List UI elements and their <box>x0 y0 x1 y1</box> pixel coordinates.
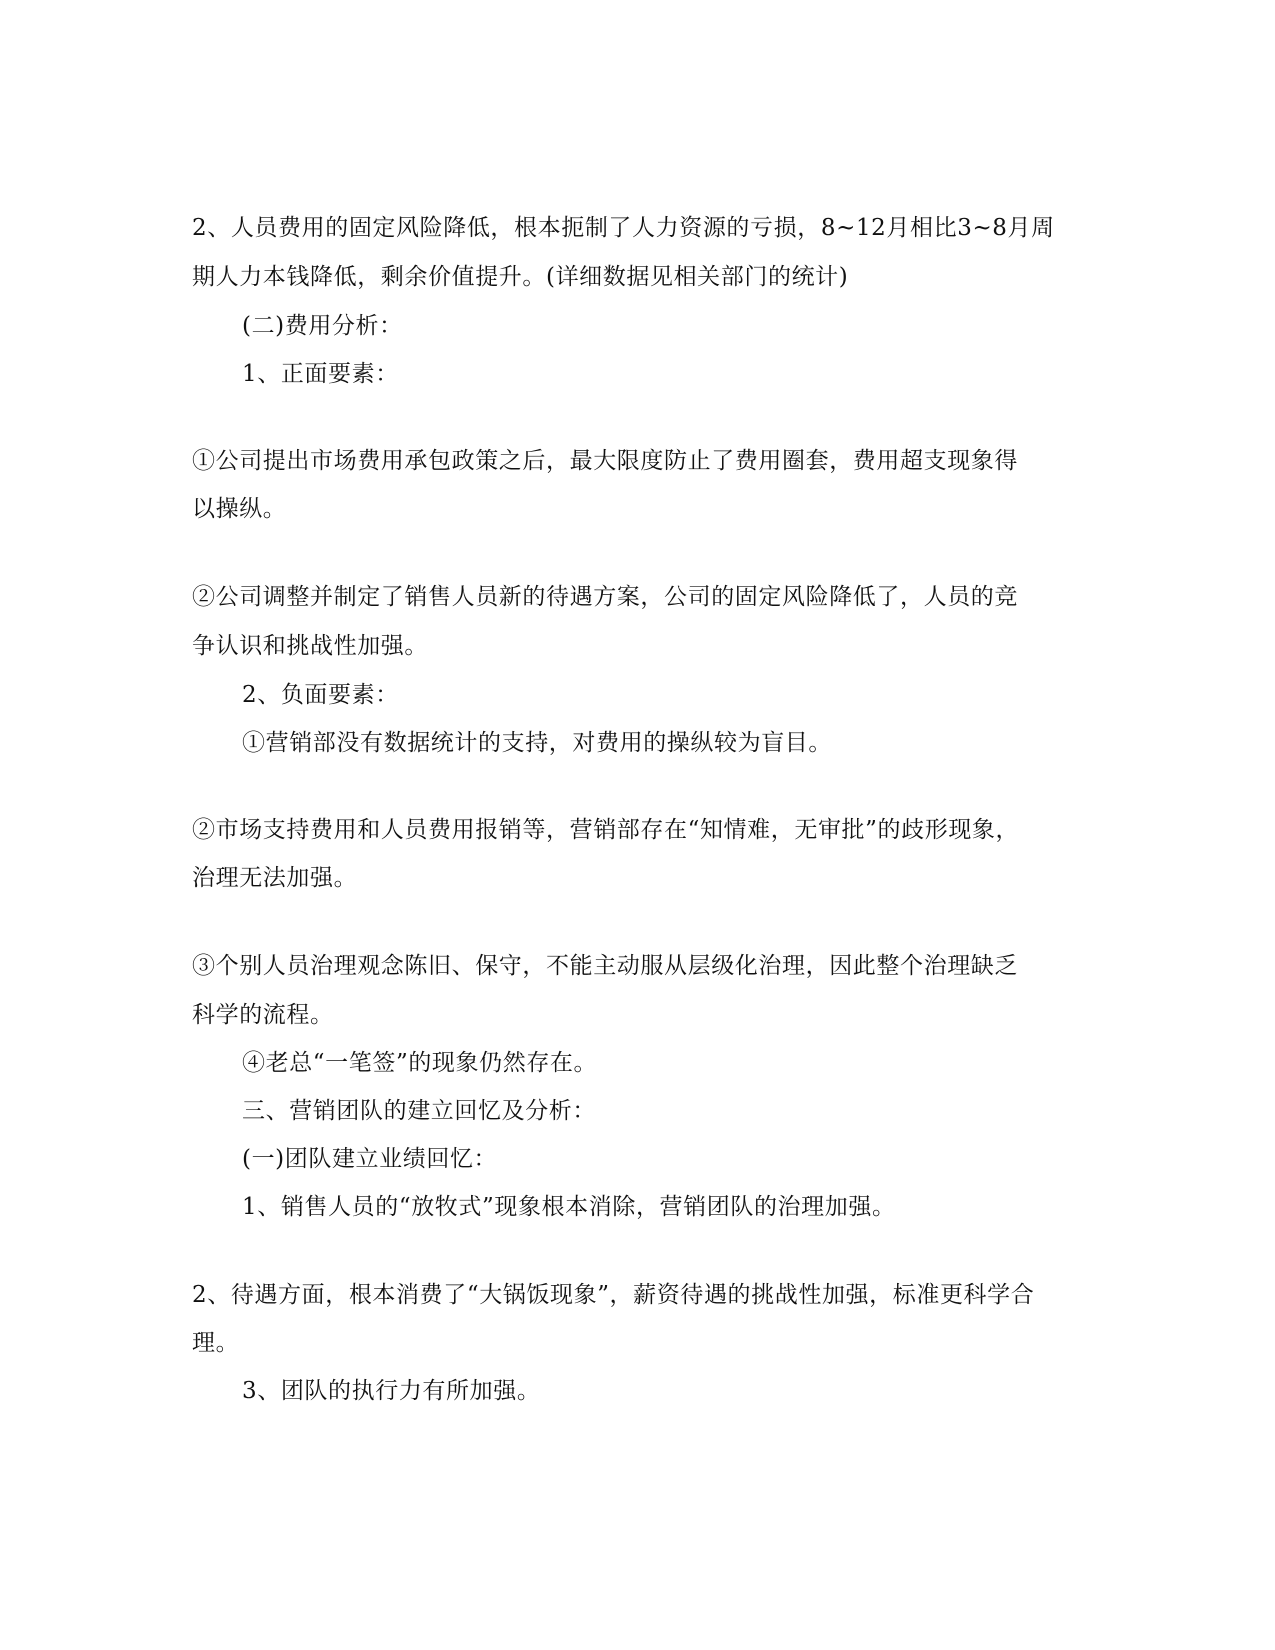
team-item-3: 3、团队的执行力有所加强。 <box>242 1378 541 1404</box>
positive-item-1-line-1: ①公司提出市场费用承包政策之后，最大限度防止了费用圈套，费用超支现象得 <box>192 448 1018 474</box>
positive-item-2-line-2: 争认识和挑战性加强。 <box>192 633 428 659</box>
negative-item-1: ①营销部没有数据统计的支持，对费用的操纵较为盲目。 <box>242 730 832 756</box>
team-item-1: 1、销售人员的“放牧式”现象根本消除，营销团队的治理加强。 <box>242 1194 896 1220</box>
negative-item-2-line-1: ②市场支持费用和人员费用报销等，营销部存在“知情难，无审批”的歧形现象， <box>192 817 1020 843</box>
team-item-2-line-2: 理。 <box>192 1330 240 1356</box>
paragraph-personnel-cost-line-2: 期人力本钱降低，剩余价值提升。(详细数据见相关部门的统计) <box>192 264 849 290</box>
negative-item-3-line-1: ③个别人员治理观念陈旧、保守，不能主动服从层级化治理，因此整个治理缺乏 <box>192 953 1018 979</box>
negative-item-3-line-2: 科学的流程。 <box>192 1002 334 1028</box>
heading-positive-factors: 1、正面要素： <box>242 361 399 387</box>
paragraph-personnel-cost-line-1: 2、人员费用的固定风险降低，根本扼制了人力资源的亏损，8~12月相比3~8月周 <box>192 215 1055 241</box>
heading-cost-analysis: (二)费用分析： <box>242 313 403 339</box>
heading-team-performance: (一)团队建立业绩回忆： <box>242 1146 498 1172</box>
negative-item-2-line-2: 治理无法加强。 <box>192 865 358 891</box>
positive-item-2-line-1: ②公司调整并制定了销售人员新的待遇方案，公司的固定风险降低了，人员的竞 <box>192 584 1018 610</box>
heading-team-building: 三、营销团队的建立回忆及分析： <box>242 1098 596 1124</box>
negative-item-4: ④老总“一笔签”的现象仍然存在。 <box>242 1050 598 1076</box>
team-item-2-line-1: 2、待遇方面，根本消费了“大锅饭现象”，薪资待遇的挑战性加强，标准更科学合 <box>192 1282 1035 1308</box>
heading-negative-factors: 2、负面要素： <box>242 682 399 708</box>
positive-item-1-line-2: 以操纵。 <box>192 496 287 522</box>
